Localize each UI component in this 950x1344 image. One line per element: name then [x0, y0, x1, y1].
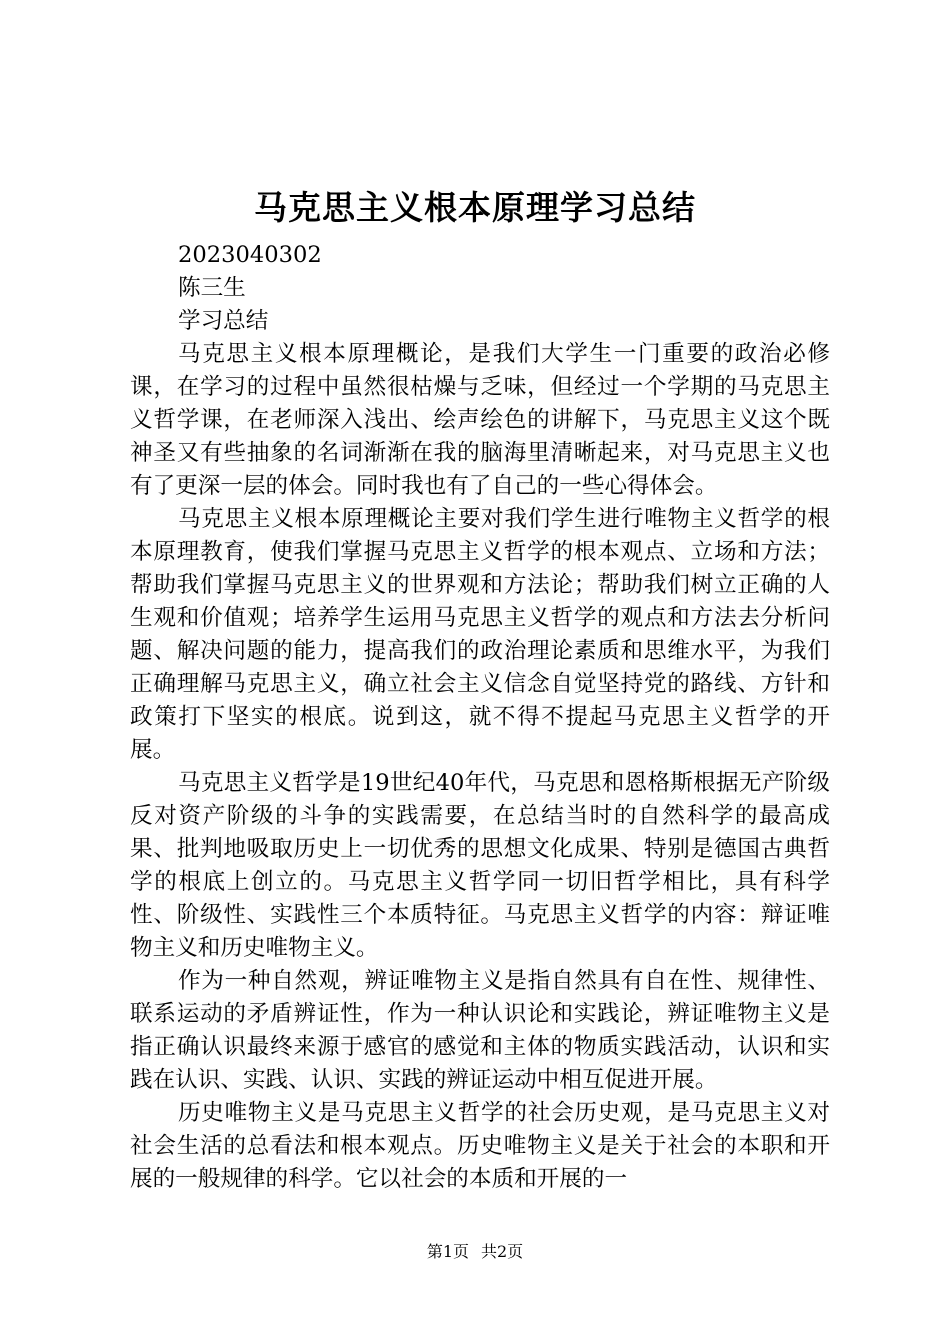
document-body	[130, 239, 830, 1196]
page-footer	[0, 1240, 950, 1264]
document-title: 马克思主义根本原理学习总结	[254, 188, 696, 227]
paragraph-2: 马克思主义根本原理概论主要对我们学生进行唯物主义哲学的根本原理教育，使我们掌握马克思主义哲学的根本观点、立场和方法；帮助我们掌握马克思主义的世界观和方法论；帮助我们树立正确的人生观和价值观；培养学生运用马克思主义哲学的观点和方法去分析问题、解决问题的能力，提高我们的政治理论素质和思维水平，为我们正确理解马克思主义，确立社会主义信念自觉坚持党的路线、方针和政策打下坚实的根底。说到这，就不得不提起马克思主义哲学的开展。	[130, 506, 830, 763]
page-total: 共2页	[481, 1242, 524, 1261]
paragraph-1: 马克思主义根本原理概论，是我们大学生一门重要的政治必修课，在学习的过程中虽然很枯燥与乏味，但经过一个学期的马克思主义哲学课，在老师深入浅出、绘声绘色的讲解下，马克思主义这个既神圣又有些抽象的名词渐渐在我的脑海里清晰起来，对马克思主义也有了更深一层的体会。同时我也有了自己的一些心得体会。	[130, 341, 830, 499]
paragraph-5: 历史唯物主义是马克思主义哲学的社会历史观，是马克思主义对社会生活的总看法和根本观点。历史唯物主义是关于社会的本职和开展的一般规律的科学。它以社会的本质和开展的一	[130, 1100, 830, 1192]
paragraph-4: 作为一种自然观，辨证唯物主义是指自然具有自在性、规律性、联系运动的矛盾辨证性，作为一种认识论和实践论，辨证唯物主义是指正确认识最终来源于感官的感觉和主体的物质实践活动，认识和实践在认识、实践、认识、实践的辨证运动中相互促进开展。	[130, 968, 830, 1093]
paragraph-3: 马克思主义哲学是19世纪40年代，马克思和恩格斯根据无产阶级反对资产阶级的斗争的实践需要，在总结当时的自然科学的最高成果、批判地吸取历史上一切优秀的思想文化成果、特别是德国古典哲学的根底上创立的。马克思主义哲学同一切旧哲学相比，具有科学性、阶级性、实践性三个本质特征。马克思主义哲学的内容：辩证唯物主义和历史唯物主义。	[130, 770, 830, 961]
author-name: 陈三生	[178, 275, 246, 301]
page-number: 第1页	[426, 1242, 469, 1261]
student-id: 2023040302	[178, 242, 322, 268]
subtitle: 学习总结	[178, 308, 269, 334]
